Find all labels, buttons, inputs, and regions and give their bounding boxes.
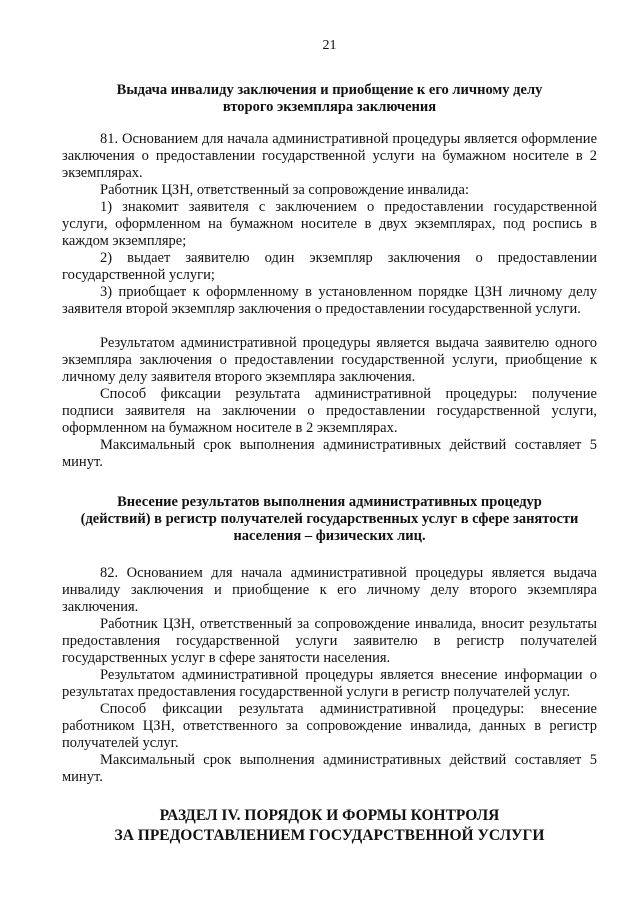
paragraph-result: Результатом административной процедуры является выдача заявителю одного экземпляра заключения о предоставлении государственной услуги, приобщение к личному делу заявителя второго экземпляра заключения.	[62, 335, 597, 385]
paragraph-worker-enters: Работник ЦЗН, ответственный за сопровождение инвалида, вносит результаты предоставления государственной услуги заявителю в регистр получателей государственных услуг в сфере занятости населения.	[62, 616, 597, 666]
paragraph-result: Результатом административной процедуры является внесение информации о результатах предоставления государственной услуги в регистр получателей услуг.	[62, 667, 597, 700]
paragraph-item-3: 3) приобщает к оформленному в установленном порядке ЦЗН личному делу заявителя второй экземпляр заключения о предоставлении государственной услуги.	[62, 284, 597, 317]
heading-line: Выдача инвалиду заключения и приобщение к его личному делу	[116, 82, 543, 98]
paragraph-82-basis: 82. Основанием для начала административной процедуры является выдача инвалиду заключения и приобщение к его личному делу второго экземпляра заключения.	[62, 565, 597, 615]
paragraph-max-time: Максимальный срок выполнения административных действий составляет 5 минут.	[62, 437, 597, 470]
heading-line: населения – физических лиц.	[233, 528, 426, 544]
heading-line: (действий) в регистр получателей государственных услуг в сфере занятости	[80, 511, 579, 527]
paragraph-worker-intro: Работник ЦЗН, ответственный за сопровождение инвалида:	[100, 182, 469, 198]
paragraph-item-1: 1) знакомит заявителя с заключением о предоставлении государственной услуги, оформленном на бумажном носителе в двух экземплярах, под роспись в каждом экземпляре;	[62, 199, 597, 249]
section-title	[62, 806, 597, 846]
subsection-heading-delivery	[62, 82, 597, 116]
paragraph-fixation: Способ фиксации результата административной процедуры: получение подписи заявителя на заключении о предоставлении государственной услуги, оформленном на бумажном носителе в 2 экземплярах.	[62, 386, 597, 436]
paragraph-81-basis: 81. Основанием для начала административной процедуры является оформление заключения о предоставлении государственной услуги на бумажном носителе в 2 экземплярах.	[62, 131, 597, 181]
heading-line: второго экземпляра заключения	[222, 99, 437, 115]
section-title-line: ЗА ПРЕДОСТАВЛЕНИЕМ ГОСУДАРСТВЕННОЙ УСЛУГИ	[114, 827, 545, 844]
paragraph-fixation: Способ фиксации результата административной процедуры: внесение работником ЦЗН, ответственного за сопровождение инвалида, данных в регистр получателей услуг.	[62, 701, 597, 751]
section-title-line: РАЗДЕЛ IV. ПОРЯДОК И ФОРМЫ КОНТРОЛЯ	[159, 807, 500, 824]
paragraph-item-2: 2) выдает заявителю один экземпляр заключения о предоставлении государственной услуги;	[62, 250, 597, 283]
subsection-heading-register	[62, 494, 597, 545]
heading-line: Внесение результатов выполнения административных процедур	[117, 494, 542, 510]
page-number: 21	[322, 38, 337, 53]
paragraph-max-time: Максимальный срок выполнения административных действий составляет 5 минут.	[62, 752, 597, 785]
